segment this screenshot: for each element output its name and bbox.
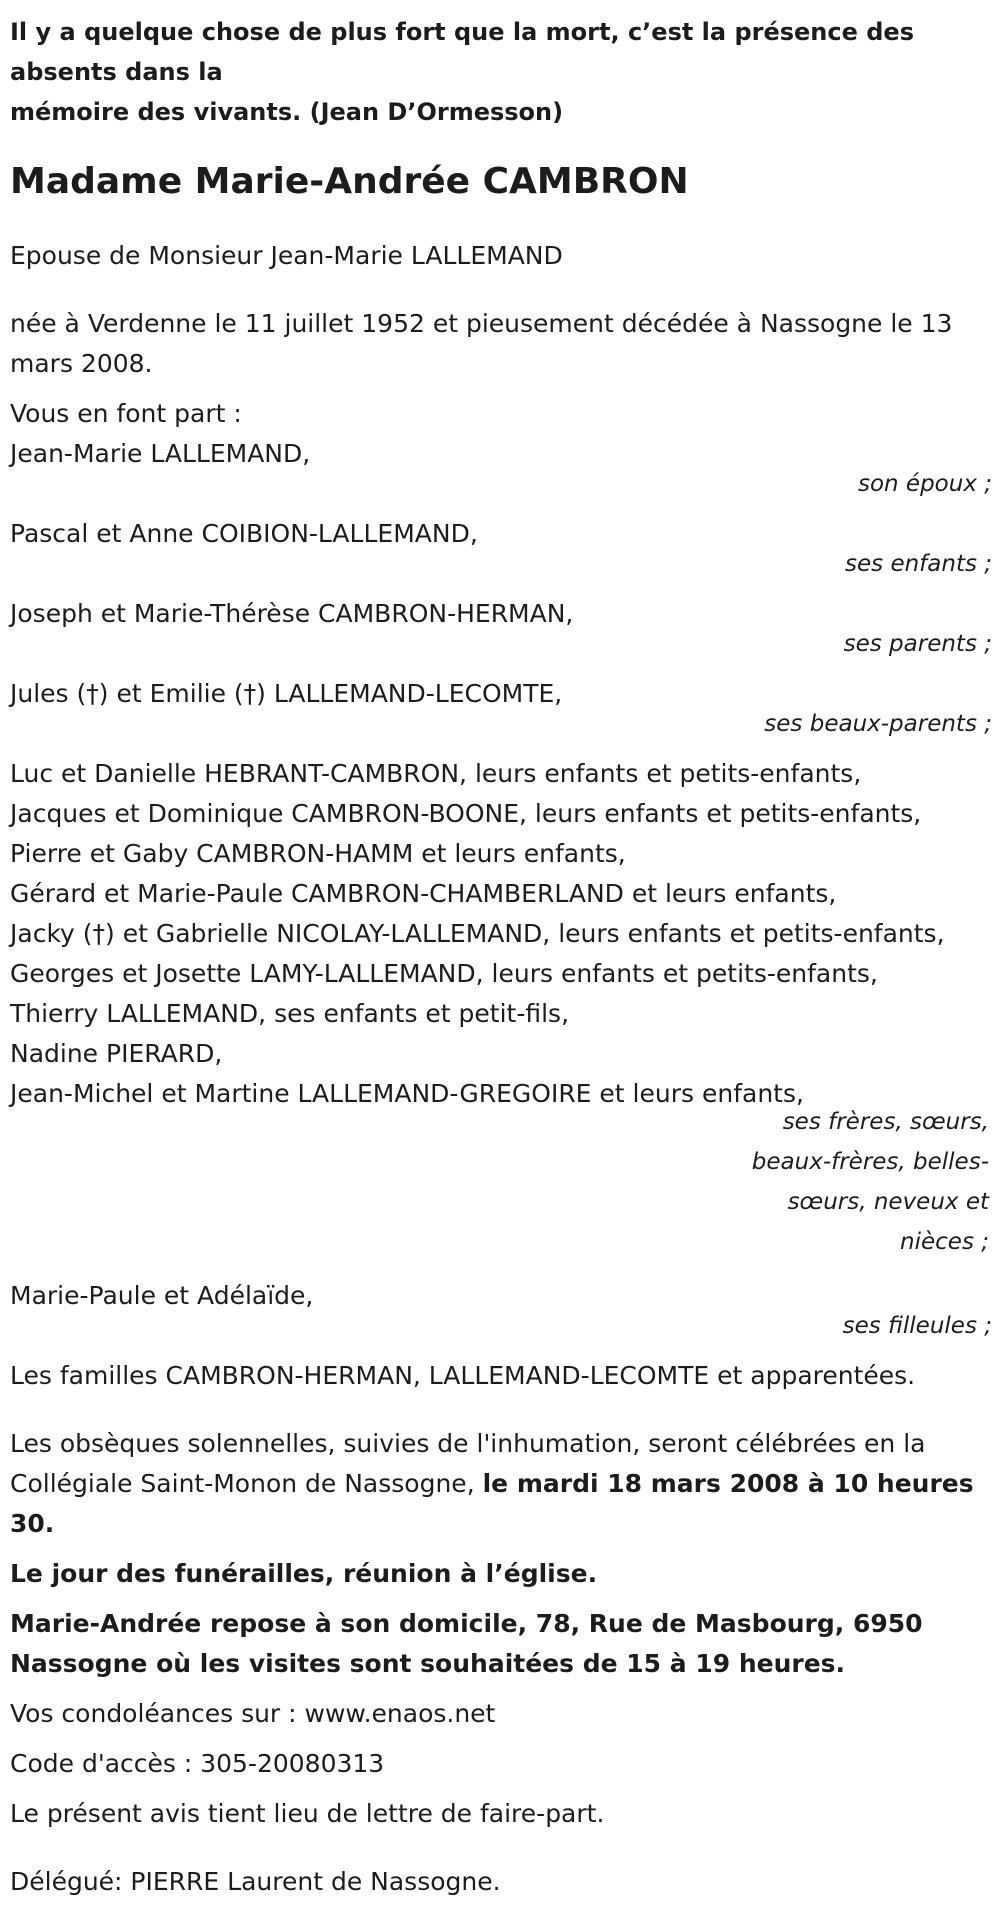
- quote: [10, 12, 970, 132]
- notice-line: Le présent avis tient lieu de lettre de faire-part.: [10, 1799, 605, 1828]
- repose-line: Marie-Andrée repose à son domicile, 78, Rue de Masbourg, 6950 Nassogne où les visites sont souhaitées de 15 à 19 heures.: [10, 1609, 923, 1678]
- quote-line-2: absents dans la: [10, 58, 223, 86]
- family-role: ses enfants ;: [845, 551, 992, 577]
- sibling-line: Luc et Danielle HEBRANT-CAMBRON, leurs enfants et petits-enfants,: [10, 759, 862, 788]
- access-code-line: Code d'accès : 305-20080313: [10, 1749, 385, 1778]
- intro-line: Vous en font part :: [10, 399, 242, 428]
- godchildren-name: Marie-Paule et Adélaïde,: [10, 1281, 314, 1310]
- families-line: Les familles CAMBRON-HERMAN, LALLEMAND-LECOMTE et apparentées.: [10, 1361, 916, 1390]
- family-entry: [10, 514, 990, 584]
- family-entry: [10, 674, 990, 744]
- quote-line-3: mémoire des vivants. (Jean D’Ormesson): [10, 98, 564, 126]
- funeral-date: le mardi 18 mars 2008 à 10 heures 30.: [10, 1469, 974, 1538]
- sibling-line: Nadine PIERARD,: [10, 1039, 223, 1068]
- family-role: son époux ;: [857, 471, 992, 497]
- sibling-line: Georges et Josette LAMY-LALLEMAND, leurs enfants et petits-enfants,: [10, 959, 878, 988]
- spouse-line: Epouse de Monsieur Jean-Marie LALLEMAND: [10, 241, 563, 270]
- deceased-name: Madame Marie-Andrée CAMBRON: [10, 161, 689, 202]
- godchildren-entry: [10, 1276, 990, 1346]
- siblings-role: ses frères, sœurs, beaux-frères, belles-sœurs, neveux et nièces ;: [751, 1109, 989, 1255]
- condolences-line: Vos condoléances sur : www.enaos.net: [10, 1699, 496, 1728]
- meeting-line: Le jour des funérailles, réunion à l’église.: [10, 1559, 598, 1588]
- siblings-list: [10, 754, 990, 1114]
- quote-line-1: Il y a quelque chose de plus fort que la mort, c’est la présence des: [10, 18, 914, 46]
- sibling-line: Thierry LALLEMAND, ses enfants et petit-fils,: [10, 999, 570, 1028]
- family-name: Jean-Marie LALLEMAND,: [10, 439, 311, 468]
- family-name: Jules (†) et Emilie (†) LALLEMAND-LECOMTE,: [10, 679, 563, 708]
- sibling-line: Gérard et Marie-Paule CAMBRON-CHAMBERLAND et leurs enfants,: [10, 879, 837, 908]
- family-role: ses parents ;: [843, 631, 992, 657]
- sibling-line: Pierre et Gaby CAMBRON-HAMM et leurs enfants,: [10, 839, 626, 868]
- funeral-text: Les obsèques solennelles, suivies de l'inhumation, seront célébrées en la Collégiale Saint-Monon de Nassogne,: [10, 1429, 926, 1498]
- godchildren-role: ses filleules ;: [842, 1313, 992, 1339]
- delegate-line: Délégué: PIERRE Laurent de Nassogne.: [10, 1867, 501, 1896]
- sibling-line: Jacky (†) et Gabrielle NICOLAY-LALLEMAND, leurs enfants et petits-enfants,: [10, 919, 945, 948]
- family-name: Pascal et Anne COIBION-LALLEMAND,: [10, 519, 478, 548]
- birth-death-line: née à Verdenne le 11 juillet 1952 et pieusement décédée à Nassogne le 13 mars 2008.: [10, 309, 953, 378]
- sibling-line: Jacques et Dominique CAMBRON-BOONE, leurs enfants et petits-enfants,: [10, 799, 922, 828]
- sibling-line: Jean-Michel et Martine LALLEMAND-GREGOIRE et leurs enfants,: [10, 1079, 804, 1108]
- family-name: Joseph et Marie-Thérèse CAMBRON-HERMAN,: [10, 599, 574, 628]
- funeral-paragraph: [10, 1424, 995, 1544]
- family-entry: [10, 594, 990, 664]
- family-entry: [10, 434, 990, 504]
- family-role: ses beaux-parents ;: [764, 711, 992, 737]
